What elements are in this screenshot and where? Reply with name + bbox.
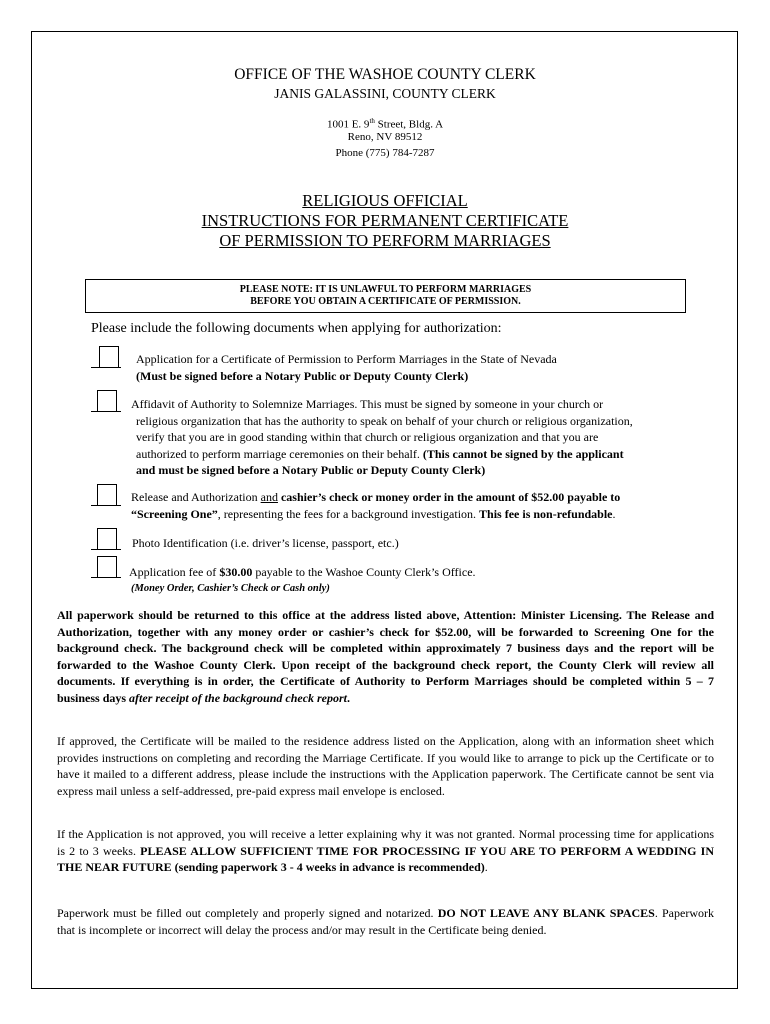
clerk-name: JANIS GALASSINI, COUNTY CLERK (274, 86, 496, 101)
title-line-3: OF PERMISSION TO PERFORM MARRIAGES (219, 231, 551, 250)
notice-line-2: BEFORE YOU OBTAIN A CERTIFICATE OF PERMISSION. (250, 296, 521, 307)
paragraph-processing: All paperwork should be returned to this office at the address listed above, Attention: Minister Licensing. The Release and Authorization, together with any money order or cashier’s check for $52.00, will be forwarded to Screening One for the background check. The background check will be completed within approximately 7 business days and the report will be forwarded to the Washoe County Clerk. Upon receipt of the background check report, the County Clerk will review all documents. If everything is in order, the Certificate of Authority to Perform Marriages should be completed within 5 – 7 business days after receipt of the background check report. (57, 608, 714, 705)
list-item-photo-id: Photo Identification (i.e. driver’s license, passport, etc.) (132, 536, 399, 550)
checkbox-affidavit[interactable] (91, 390, 123, 412)
address-line-1: 1001 E. 9th Street, Bldg. A (326, 117, 444, 131)
office-title: OFFICE OF THE WASHOE COUNTY CLERK (234, 66, 536, 83)
title-line-1: RELIGIOUS OFFICIAL (302, 191, 468, 210)
checkbox-application[interactable] (91, 346, 123, 368)
checkbox-application-fee[interactable] (91, 556, 123, 578)
paragraph-paperwork: Paperwork must be filled out completely and properly signed and notarized. DO NOT LEAVE ANY BLANK SPACES. Paperwork that is incomplete or incorrect will delay the process and/or may result in the Certificate being denied. (57, 906, 714, 937)
checkbox-release-authorization[interactable] (91, 484, 123, 506)
list-item-application-fee: Application fee of $30.00 payable to the Washoe County Clerk’s Office. (Money Order, Cashier’s Check or Cash only) (129, 565, 476, 594)
unlawful-notice-box (85, 279, 686, 313)
checkbox-photo-id[interactable] (91, 528, 123, 550)
paragraph-not-approved: If the Application is not approved, you will receive a letter explaining why it was not granted. Normal processing time for applications is 2 to 3 weeks. PLEASE ALLOW SUFFICIENT TIME FOR PROCESSING IF YOU ARE TO PERFORM A WEDDING IN THE NEAR FUTURE (sending paperwork 3 - 4 weeks in advance is recommended). (57, 827, 715, 874)
phone-number: Phone (775) 784-7287 (335, 147, 435, 159)
list-item-application: Application for a Certificate of Permission to Perform Marriages in the State of Nevada (Must be signed before a Notary Public or Deputy County Clerk) (136, 352, 557, 383)
address-line-2: Reno, NV 89512 (347, 131, 423, 143)
list-item-release-authorization: Release and Authorization and cashier’s check or money order in the amount of $52.00 payable to “Screening One”, representing the fees for a background investigation. This fee is non-refundable. (131, 490, 621, 521)
intro-text: Please include the following documents when applying for authorization: (91, 321, 502, 336)
paragraph-approval: If approved, the Certificate will be mailed to the residence address listed on the Application, along with an information sheet which provides instructions on completing and recording the Marriage Certificate. If you would like to arrange to pick up the Certificate or to have it mailed to a different address, please include the instructions with the Application paperwork. The Certificate cannot be sent via express mail unless a self-addressed, pre-paid express mail envelope is enclosed. (57, 734, 714, 798)
list-item-affidavit: Affidavit of Authority to Solemnize Marriages. This must be signed by someone in your church or religious organization that has the authority to speak on behalf of your church or religious organization, verify that you are in good standing within that church or religious organization and that you are authorized to perform marriage ceremonies on their behalf. (This cannot be signed by the applicant and must be signed before a Notary Public or Deputy County Clerk) (131, 397, 633, 477)
notice-line-1: PLEASE NOTE: IT IS UNLAWFUL TO PERFORM MARRIAGES (239, 284, 532, 295)
title-line-2: INSTRUCTIONS FOR PERMANENT CERTIFICATE (201, 211, 569, 230)
